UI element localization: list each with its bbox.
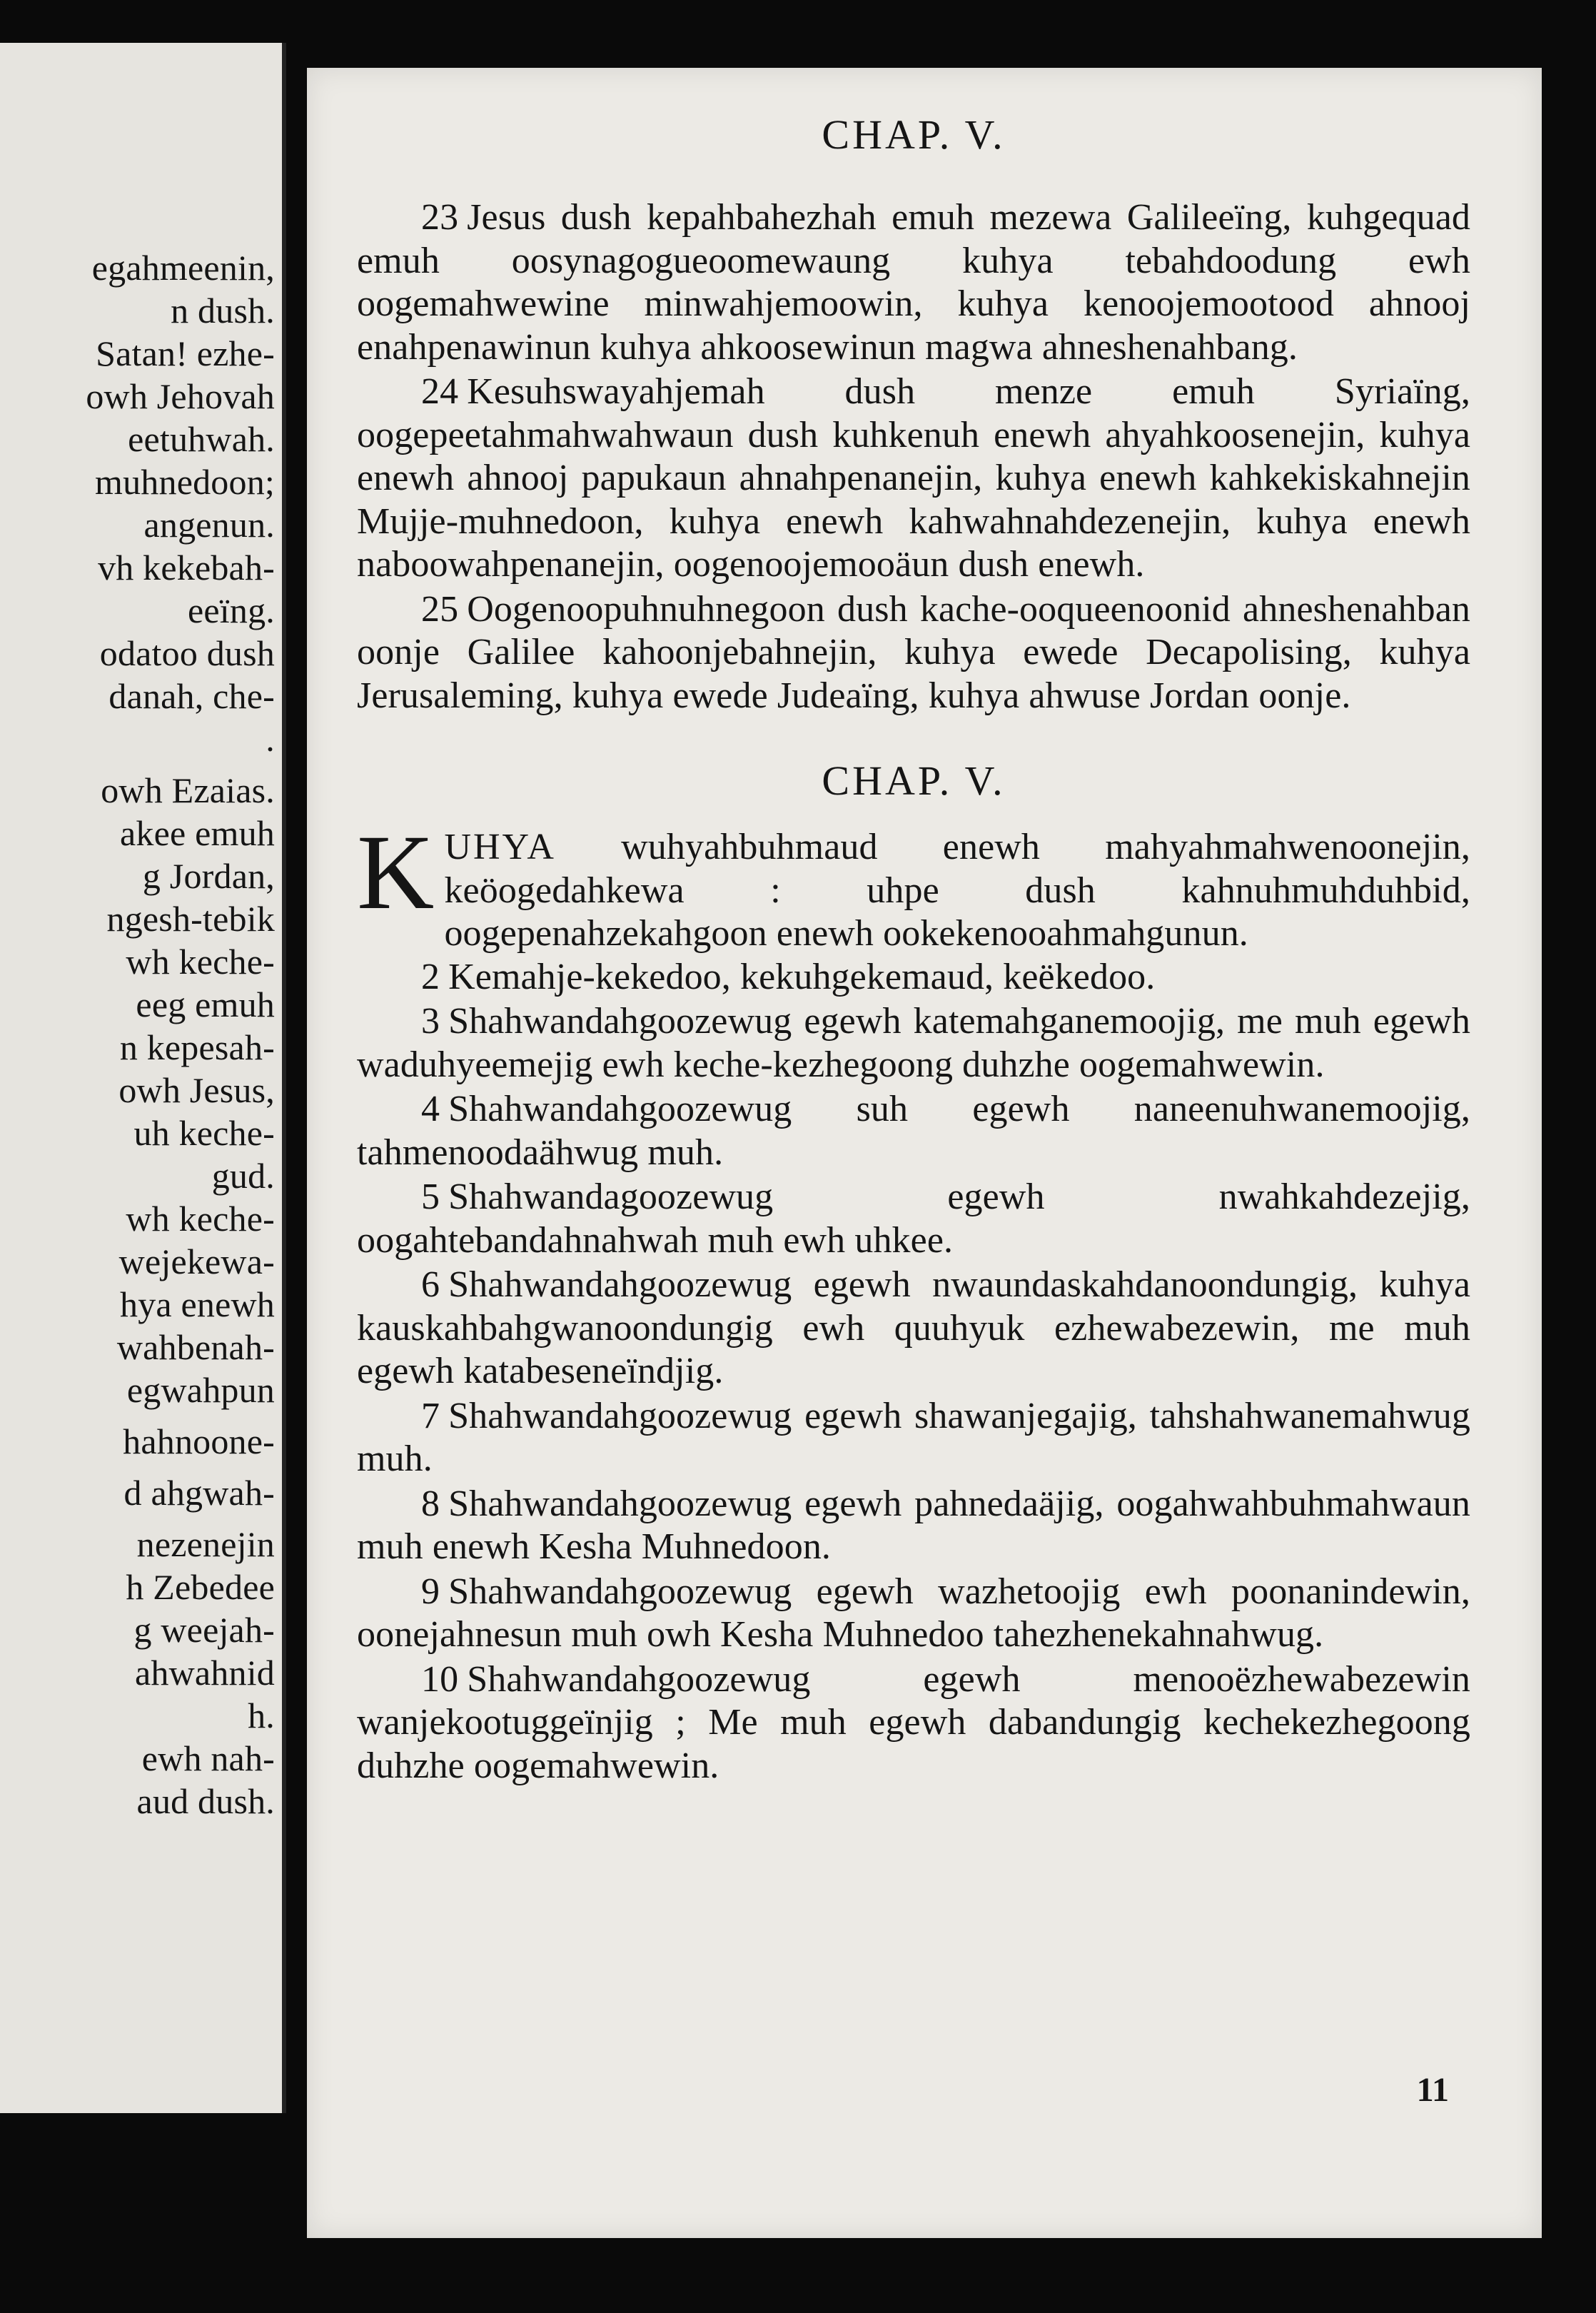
verse-text: Shahwandahgoozewug egewh nwaundaskahdanoondungig, kuhya kauskahbahgwanoondungig ewh quuhyuk ezhewabezewin, me muh egewh katabeseneïndjig. bbox=[357, 1264, 1470, 1391]
left-page-line: Satan! ezhe- bbox=[96, 333, 275, 373]
left-page-line: g Jordan, bbox=[142, 856, 275, 896]
left-page-text bbox=[0, 246, 282, 1823]
left-page-line: owh Ezaias. bbox=[101, 770, 275, 810]
verse-number: 4 bbox=[421, 1089, 440, 1129]
left-page-line: akee emuh bbox=[120, 813, 275, 853]
left-page-line: wh keche- bbox=[126, 942, 275, 982]
verse-number: 24 bbox=[421, 371, 459, 412]
verse-23 bbox=[357, 196, 1470, 369]
left-page-line: odatoo dush bbox=[99, 633, 275, 673]
left-page-line: h Zebedee bbox=[126, 1567, 275, 1607]
verse-text: Shahwandahgoozewug egewh menooëzhewabezewin wanjekootuggeïnjig ; Me muh egewh dabandungig kechekezhegoong duhzhe oogemahwewin. bbox=[357, 1658, 1470, 1786]
verse-6 bbox=[357, 1264, 1470, 1394]
left-page-line: wh keche- bbox=[126, 1199, 275, 1239]
verse-number: 3 bbox=[421, 1001, 440, 1042]
verse-1 bbox=[357, 813, 1470, 956]
left-page-line: gud. bbox=[211, 1156, 275, 1196]
running-header: CHAP. V. bbox=[822, 111, 1006, 158]
left-page-line: h. bbox=[248, 1695, 275, 1735]
verse-text: Kesuhswayahjemah dush menze emuh Syriaïng, oogepeetahmahwahwaun dush kuhkenuh enewh ahyahkoosenejin, kuhya enewh ahnooj papukaun ahnahpenanejin, kuhya enewh kahkekiskahnejin Mujje-muhnedoon, kuhya enewh kahwahnahdezenejin, kuhya enewh naboowahpenanejin, oogenoojemooäun dush enewh. bbox=[357, 371, 1470, 585]
verse-5 bbox=[357, 1176, 1470, 1262]
left-page-line: n dush. bbox=[171, 291, 275, 331]
verse-number: 23 bbox=[421, 197, 459, 238]
left-page-line: g weejah- bbox=[133, 1610, 275, 1650]
left-page-line: n kepesah- bbox=[119, 1027, 275, 1067]
verse-8 bbox=[357, 1483, 1470, 1569]
verse-9 bbox=[357, 1571, 1470, 1657]
left-page-line: owh Jesus, bbox=[118, 1070, 275, 1110]
chapter-heading: CHAP. V. bbox=[822, 757, 1006, 804]
left-page-line: angenun. bbox=[143, 505, 275, 545]
left-page-line: wejekewa- bbox=[118, 1241, 275, 1281]
verse-number: 8 bbox=[421, 1483, 440, 1524]
first-word: UHYA bbox=[444, 827, 556, 867]
left-page-line: vh kekebah- bbox=[98, 548, 275, 588]
drop-cap: K bbox=[357, 813, 435, 932]
left-page-line: uh keche- bbox=[133, 1113, 275, 1153]
verse-24 bbox=[357, 371, 1470, 587]
page-content bbox=[357, 111, 1470, 1788]
left-page-line: ahwahnid bbox=[135, 1653, 275, 1693]
verse-number: 7 bbox=[421, 1395, 440, 1436]
left-page-line: ewh nah- bbox=[141, 1738, 275, 1778]
verse-text: Shahwandahgoozewug egewh wazhetoojig ewh poonanindewin, oonejahnesun muh owh Kesha Muhnedoo tahezhenekahnahwug. bbox=[357, 1571, 1470, 1655]
verse-number: 9 bbox=[421, 1571, 440, 1612]
verse-list bbox=[357, 956, 1470, 1788]
verse-3 bbox=[357, 1000, 1470, 1087]
left-page-line: danah, che- bbox=[108, 676, 275, 716]
verse-number: 5 bbox=[421, 1176, 440, 1217]
verse-text: Oogenoopuhnuhnegoon dush kache-ooqueenoonid ahneshenahban oonje Galilee kahoonjebahnejin, kuhya ewede Decapolising, kuhya Jerusaleming, kuhya ewede Judeaïng, kuhya ahwuse Jordan oonje. bbox=[357, 588, 1470, 716]
verse-text: Shahwandahgoozewug egewh pahnedaäjig, oogahwahbuhmahwaun muh enewh Kesha Muhnedoon. bbox=[357, 1483, 1470, 1567]
verse-text: Shahwandahgoozewug suh egewh naneenuhwanemoojig, tahmenoodaähwug muh. bbox=[357, 1089, 1470, 1173]
left-page-line: nezenejin bbox=[136, 1524, 275, 1564]
verse-2 bbox=[357, 956, 1470, 999]
verse-10 bbox=[357, 1658, 1470, 1788]
left-page-line: eeïng. bbox=[188, 590, 275, 630]
left-page-line: owh Jehovah bbox=[86, 376, 275, 416]
verse-text: Shahwandagoozewug egewh nwahkahdezejig, oogahtebandahnahwah muh ewh uhkee. bbox=[357, 1176, 1470, 1261]
right-page bbox=[307, 68, 1542, 2238]
verse-text: Shahwandahgoozewug egewh katemahganemoojig, me muh egewh waduhyeemejig ewh keche-kezhegoong duhzhe oogemahwewin. bbox=[357, 1001, 1470, 1085]
verse-7 bbox=[357, 1395, 1470, 1481]
left-page-line: egwahpun bbox=[126, 1370, 275, 1410]
verse-text: wuhyahbuhmaud enewh mahyahmahwenoonejin, keöogedahkewa : uhpe dush kahnuhmuhduhbid, oogepenahzekahgoon enewh ookekenooahmahgunun. bbox=[444, 827, 1470, 954]
left-page bbox=[0, 43, 286, 2113]
verse-number: 10 bbox=[421, 1658, 459, 1700]
verse-number: 6 bbox=[421, 1264, 440, 1305]
left-page-line: eeg emuh bbox=[136, 984, 275, 1024]
left-page-line: muhnedoon; bbox=[95, 462, 275, 502]
verse-number: 2 bbox=[421, 956, 440, 997]
verse-text: Shahwandahgoozewug egewh shawanjegajig, tahshahwanemahwug muh. bbox=[357, 1395, 1470, 1479]
left-page-line: aud dush. bbox=[136, 1781, 275, 1821]
page-number: 11 bbox=[1416, 2071, 1449, 2109]
verse-number: 25 bbox=[421, 588, 459, 630]
left-page-line: ngesh-tebik bbox=[106, 899, 275, 939]
left-page-line: hahnoone- bbox=[123, 1421, 275, 1461]
left-page-line: d ahgwah- bbox=[123, 1473, 275, 1513]
verse-25 bbox=[357, 588, 1470, 718]
left-page-line: wahbenah- bbox=[116, 1327, 275, 1367]
left-page-line: . bbox=[266, 719, 275, 759]
left-page-line: hya enewh bbox=[120, 1284, 275, 1324]
verse-4 bbox=[357, 1088, 1470, 1174]
left-page-line: eetuhwah. bbox=[128, 419, 275, 459]
left-page-line: egahmeenin, bbox=[91, 248, 275, 288]
verse-text: Jesus dush kepahbahezhah emuh mezewa Galileeïng, kuhgequad emuh oosynagogueoomewaung kuhya tebahdoodung ewh oogemahwewine minwahjemoowin, kuhya kenoojemootood ahnooj enahpenawinun kuhya ahkoosewinun magwa ahneshenahbang. bbox=[357, 197, 1470, 368]
verse-text: Kemahje-kekedoo, kekuhgekemaud, keëkedoo. bbox=[448, 956, 1156, 997]
